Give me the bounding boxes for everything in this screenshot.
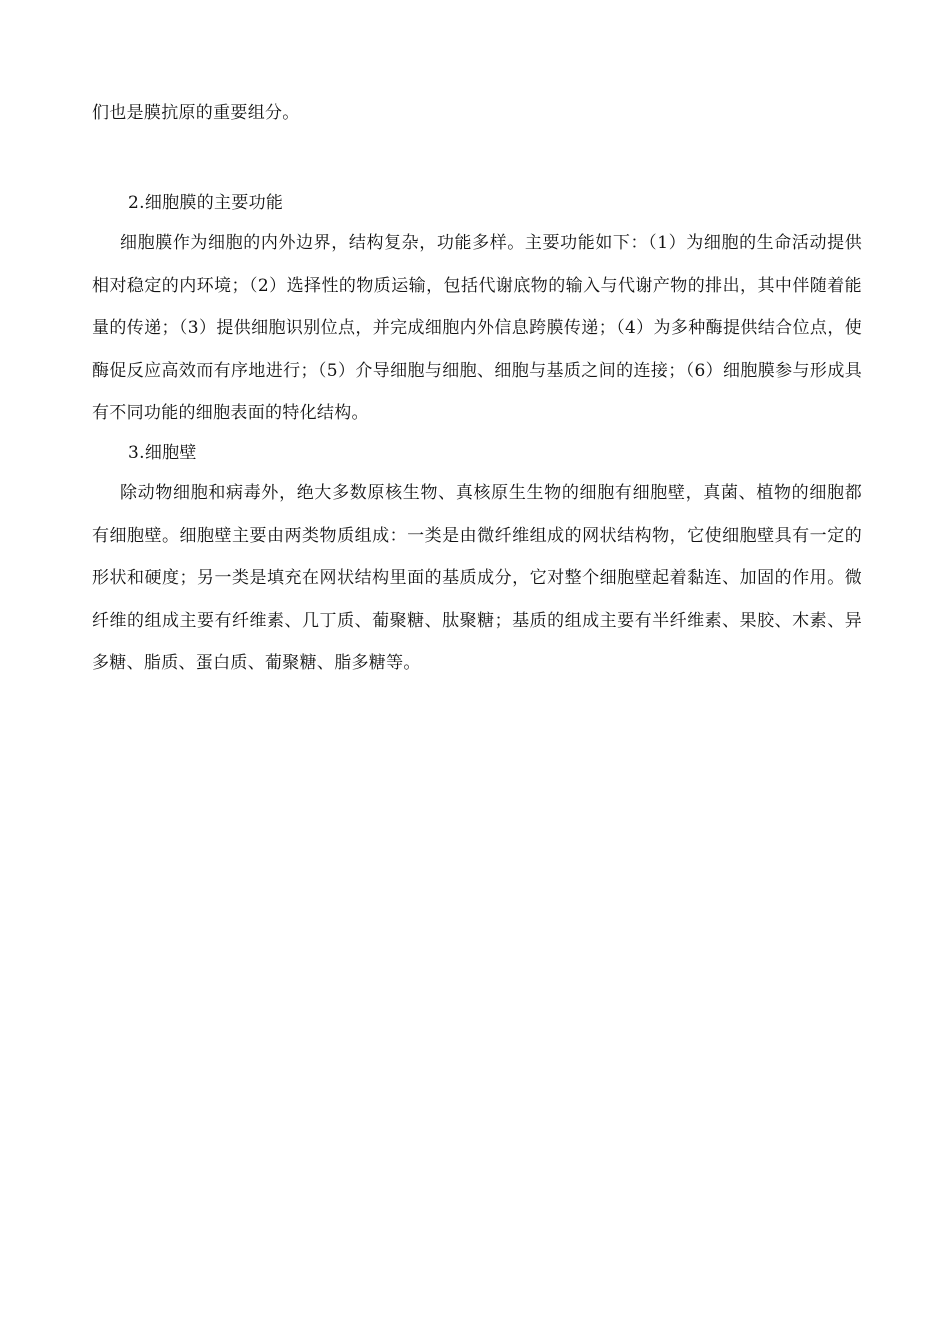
section-2-paragraph: 细胞膜作为细胞的内外边界，结构复杂，功能多样。主要功能如下：（1）为细胞的生命活动提供相对稳定的内环境；（2）选择性的物质运输，包括代谢底物的输入与代谢产物的排出，其中伴随着能量的传递；（3）提供细胞识别位点，并完成细胞内外信息跨膜传递；（4）为多种酶提供结合位点，使酶促反应高效而有序地进行；（5）介导细胞与细胞、细胞与基质之间的连接；（6）细胞膜参与形成具有不同功能的细胞表面的特化结构。 xyxy=(92,233,862,423)
section-3-paragraph: 除动物细胞和病毒外，绝大多数原核生物、真核原生生物的细胞有细胞壁，真菌、植物的细胞都有细胞壁。细胞壁主要由两类物质组成：一类是由微纤维组成的网状结构物，它使细胞壁具有一定的形状和硬度；另一类是填充在网状结构里面的基质成分，它对整个细胞壁起着黏连、加固的作用。微纤维的组成主要有纤维素、几丁质、葡聚糖、肽聚糖；基质的组成主要有半纤维素、果胶、木素、异多糖、脂质、蛋白质、葡聚糖、脂多糖等。 xyxy=(92,483,862,673)
continuation-paragraph: 们也是膜抗原的重要组分。 xyxy=(92,103,300,123)
section-3-heading: 3.细胞壁 xyxy=(128,443,197,463)
section-2-heading: 2.细胞膜的主要功能 xyxy=(128,193,284,213)
